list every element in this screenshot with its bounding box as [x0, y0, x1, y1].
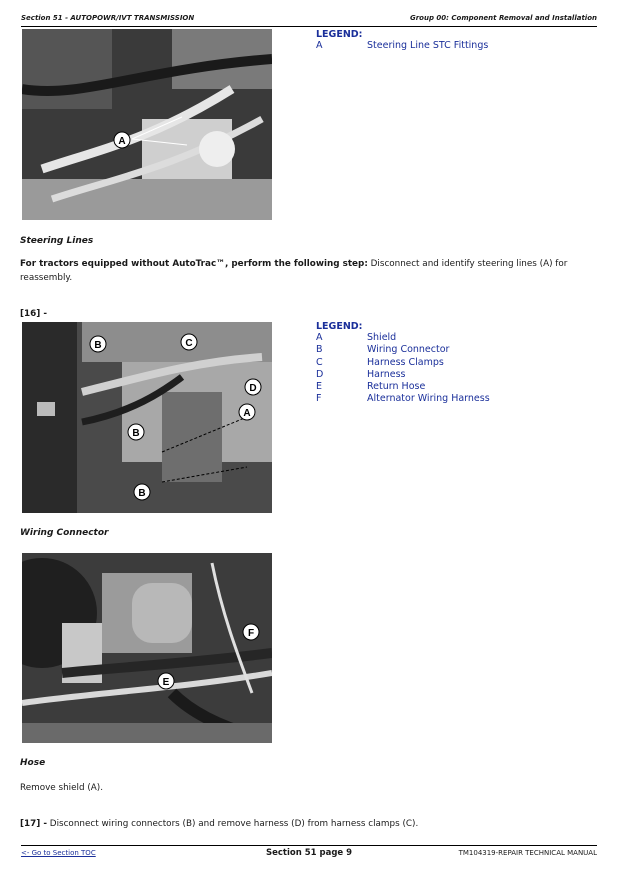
- remove-shield-text: Remove shield (A).: [20, 783, 104, 793]
- svg-text:A: A: [243, 408, 251, 419]
- svg-text:B: B: [132, 428, 140, 439]
- legend-item: F Alternator Wiring Harness: [316, 393, 490, 405]
- go-to-toc-link[interactable]: <- Go to Section TOC: [21, 849, 96, 857]
- svg-text:B: B: [94, 340, 102, 351]
- autotrac-step: For tractors equipped without AutoTrac™, perform the following step: Disconnect and identify steering lines (A) for reassembly.: [20, 259, 568, 283]
- callout-a: [239, 404, 255, 420]
- legend-wiring: [316, 321, 490, 406]
- legend-item: A Steering Line STC Fittings: [316, 40, 489, 51]
- legend-item: C Harness Clamps: [316, 356, 444, 368]
- legend-item: A Shield: [316, 332, 397, 343]
- wiring-connector-photo: [22, 322, 272, 513]
- page-number: Section 51 page 9: [265, 848, 353, 858]
- legend-item: E Return Hose: [316, 381, 426, 393]
- callout-d: [245, 379, 261, 395]
- caption-hose: Hose: [20, 758, 46, 768]
- svg-text:A: A: [118, 136, 126, 147]
- page-footer: [21, 849, 597, 863]
- footer-divider: [21, 845, 597, 846]
- manual-id: TM104319-REPAIR TECHNICAL MANUAL: [458, 849, 597, 857]
- hose-photo: [22, 553, 272, 743]
- step-17: [17] - Disconnect wiring connectors (B) and remove harness (D) from harness clamps (C).: [20, 819, 419, 829]
- legend-title: LEGEND:: [316, 29, 363, 40]
- svg-text:C: C: [185, 338, 193, 349]
- header-group: Group 00: Component Removal and Installation: [409, 14, 597, 22]
- callout-b: [134, 484, 150, 500]
- callout-c: [181, 334, 197, 350]
- caption-steering-lines: Steering Lines: [20, 236, 94, 246]
- header-divider: [21, 26, 597, 27]
- svg-text:F: F: [247, 628, 255, 639]
- callout-f: [243, 624, 259, 640]
- legend-item: B Wiring Connector: [316, 344, 450, 356]
- legend-steering: [316, 29, 489, 52]
- legend-title: LEGEND:: [316, 321, 363, 332]
- svg-text:D: D: [249, 383, 257, 394]
- svg-text:E: E: [162, 677, 170, 688]
- steering-lines-photo: [22, 29, 272, 220]
- callout-e: [158, 673, 174, 689]
- callout-a: [114, 132, 130, 148]
- caption-wiring-connector: Wiring Connector: [20, 528, 109, 538]
- legend-item: D Harness: [316, 368, 406, 380]
- callout-b: [128, 424, 144, 440]
- step-16-label: [16] -: [20, 309, 47, 319]
- callout-b: [90, 336, 106, 352]
- svg-text:B: B: [138, 488, 146, 499]
- header-section: Section 51 - AUTOPOWR/IVT TRANSMISSION: [21, 14, 195, 22]
